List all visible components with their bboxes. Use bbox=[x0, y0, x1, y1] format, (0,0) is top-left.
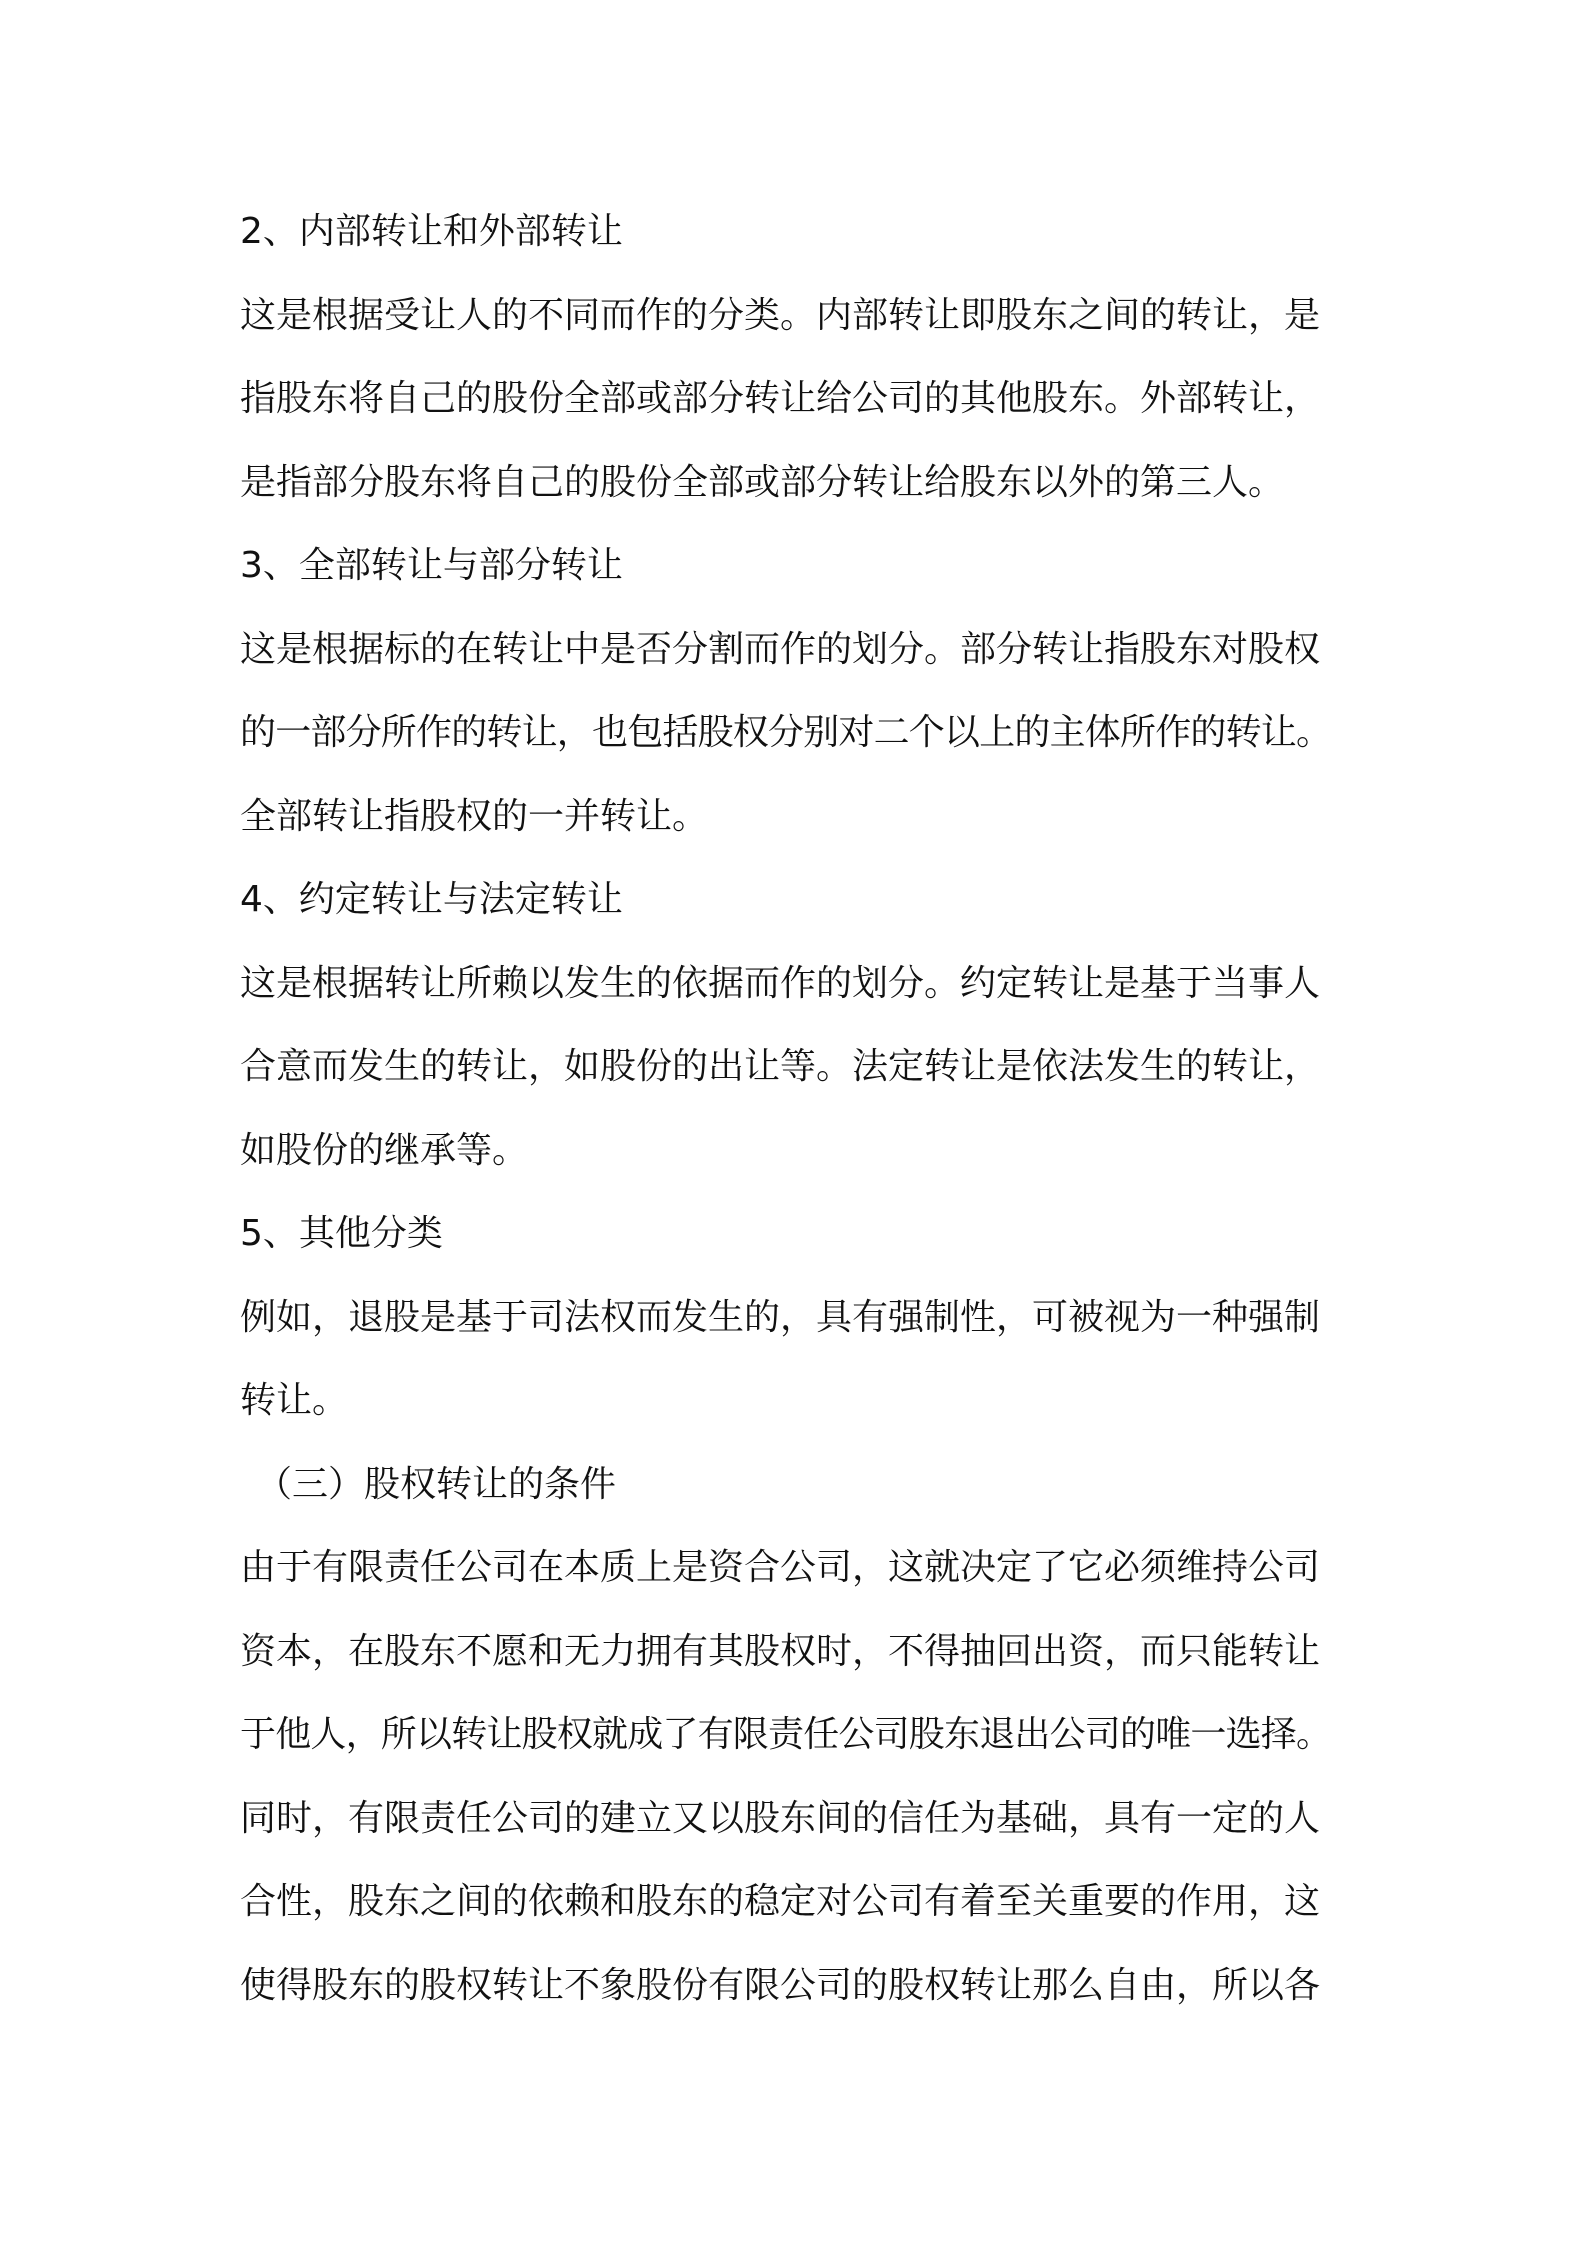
section-heading-4: 4、约定转让与法定转让 bbox=[240, 879, 623, 920]
section-heading-3: 3、全部转让与部分转让 bbox=[240, 545, 623, 586]
section-heading-5: 5、其他分类 bbox=[240, 1213, 443, 1254]
paragraph-line: 全部转让指股权的一并转让。 bbox=[240, 795, 709, 837]
paragraph-line: 使得股东的股权转让不象股份有限公司的股权转让那么自由，所以各 bbox=[240, 1964, 1321, 2006]
document-body bbox=[240, 190, 1370, 2027]
paragraph-line: 如股份的继承等。 bbox=[240, 1129, 529, 1171]
paragraph-line: 资本，在股东不愿和无力拥有其股权时，不得抽回出资，而只能转让 bbox=[240, 1630, 1321, 1672]
paragraph-line: 于他人，所以转让股权就成了有限责任公司股东退出公司的唯一选择。 bbox=[240, 1714, 1332, 1755]
paragraph-line: 指股东将自己的股份全部或部分转让给公司的其他股东。外部转让， bbox=[240, 378, 1321, 419]
subsection-heading: （三）股权转让的条件 bbox=[256, 1463, 617, 1505]
paragraph-line: 是指部分股东将自己的股份全部或部分转让给股东以外的第三人。 bbox=[240, 461, 1285, 503]
section-heading-2: 2、内部转让和外部转让 bbox=[240, 211, 623, 252]
paragraph-line: 例如，退股是基于司法权而发生的，具有强制性，可被视为一种强制 bbox=[240, 1296, 1321, 1338]
paragraph-line: 这是根据受让人的不同而作的分类。内部转让即股东之间的转让，是 bbox=[240, 294, 1321, 336]
paragraph-line: 合性，股东之间的依赖和股东的稳定对公司有着至关重要的作用，这 bbox=[240, 1881, 1321, 1922]
paragraph-line: 同时，有限责任公司的建立又以股东间的信任为基础，具有一定的人 bbox=[240, 1797, 1321, 1839]
paragraph-line: 转让。 bbox=[240, 1380, 349, 1421]
paragraph-line: 的一部分所作的转让，也包括股权分别对二个以上的主体所作的转让。 bbox=[240, 712, 1332, 753]
paragraph-line: 这是根据转让所赖以发生的依据而作的划分。约定转让是基于当事人 bbox=[240, 962, 1321, 1004]
paragraph-line: 由于有限责任公司在本质上是资合公司，这就决定了它必须维持公司 bbox=[240, 1547, 1321, 1588]
paragraph-line: 这是根据标的在转让中是否分割而作的划分。部分转让指股东对股权 bbox=[240, 628, 1321, 670]
paragraph-line: 合意而发生的转让，如股份的出让等。法定转让是依法发生的转让， bbox=[240, 1046, 1321, 1087]
